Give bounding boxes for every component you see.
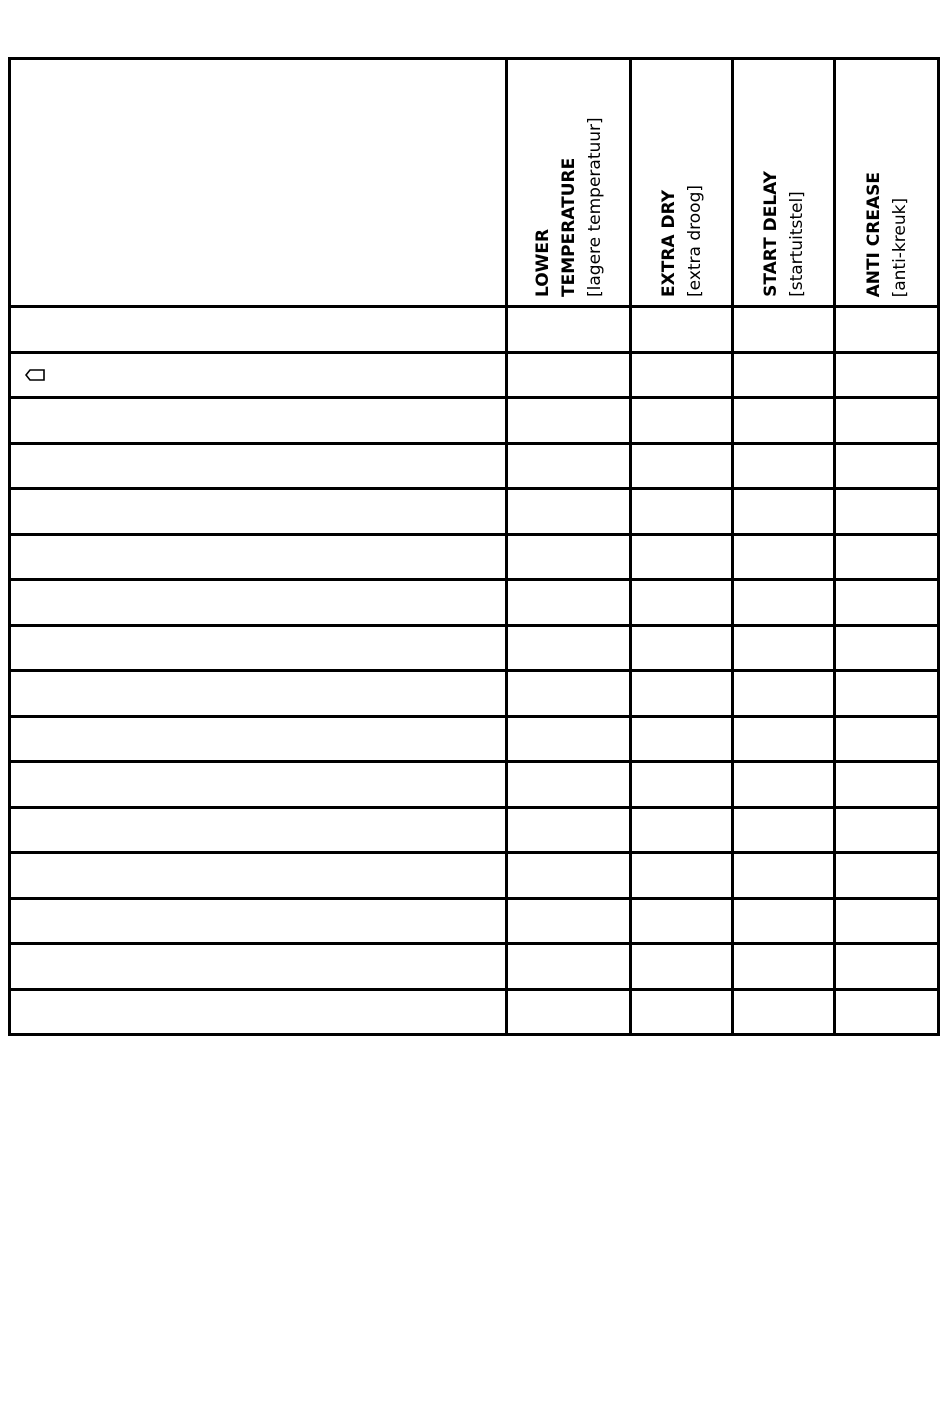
anti-crease-cell: [835, 898, 939, 944]
tag-icon: [25, 369, 45, 381]
start-delay-header: [733, 59, 835, 307]
anti-crease-header: [835, 59, 939, 307]
anti-crease-cell: [835, 853, 939, 899]
extra-dry-cell: [631, 534, 733, 580]
program-cell: [10, 989, 507, 1035]
lower-temperature-cell: [507, 716, 631, 762]
start-delay-cell: [733, 534, 835, 580]
table-body: [10, 307, 939, 1035]
anti-crease-cell: [835, 989, 939, 1035]
table-row: [10, 625, 939, 671]
start-delay-cell: [733, 352, 835, 398]
lower-temperature-cell: [507, 489, 631, 535]
extra-dry-cell: [631, 944, 733, 990]
table-row: [10, 352, 939, 398]
extra-dry-cell: [631, 762, 733, 808]
lower-temperature-cell: [507, 944, 631, 990]
extra-dry-main: EXTRA DRY: [658, 189, 679, 297]
extra-dry-label: [656, 185, 708, 297]
program-cell: [10, 352, 507, 398]
program-cell: [10, 625, 507, 671]
lower-temperature-cell: [507, 398, 631, 444]
extra-dry-cell: [631, 443, 733, 489]
lower-temperature-header: [507, 59, 631, 307]
start-delay-cell: [733, 853, 835, 899]
table-row: [10, 580, 939, 626]
lower-temperature-cell: [507, 853, 631, 899]
table-row: [10, 534, 939, 580]
anti-crease-sub: [anti-kreuk]: [889, 197, 910, 297]
anti-crease-cell: [835, 625, 939, 671]
program-cell: [10, 489, 507, 535]
table-row: [10, 716, 939, 762]
program-cell: [10, 807, 507, 853]
start-delay-cell: [733, 762, 835, 808]
lower-temperature-cell: [507, 352, 631, 398]
start-delay-label: [758, 171, 810, 297]
anti-crease-main: ANTI CREASE: [863, 171, 884, 297]
start-delay-sub: [startuitstel]: [786, 191, 807, 297]
table-row: [10, 443, 939, 489]
table-row: [10, 671, 939, 717]
table-row: [10, 989, 939, 1035]
anti-crease-cell: [835, 307, 939, 353]
table-row: [10, 807, 939, 853]
extra-dry-cell: [631, 580, 733, 626]
start-delay-cell: [733, 489, 835, 535]
lower-temperature-cell: [507, 625, 631, 671]
start-delay-cell: [733, 307, 835, 353]
lower-temperature-cell: [507, 898, 631, 944]
anti-crease-cell: [835, 352, 939, 398]
start-delay-cell: [733, 989, 835, 1035]
extra-dry-cell: [631, 489, 733, 535]
options-table: [8, 57, 940, 1036]
program-cell: [10, 580, 507, 626]
extra-dry-cell: [631, 671, 733, 717]
start-delay-cell: [733, 671, 835, 717]
table-row: [10, 307, 939, 353]
lower-temperature-cell: [507, 807, 631, 853]
extra-dry-sub: [extra droog]: [684, 185, 705, 297]
start-delay-cell: [733, 398, 835, 444]
anti-crease-cell: [835, 398, 939, 444]
anti-crease-label: [861, 172, 913, 297]
extra-dry-header: [631, 59, 733, 307]
lower-temperature-cell: [507, 580, 631, 626]
program-cell: [10, 534, 507, 580]
table-row: [10, 944, 939, 990]
extra-dry-cell: [631, 716, 733, 762]
start-delay-main: START DELAY: [760, 171, 781, 297]
lower-temperature-sub: [lagere temperatuur]: [584, 117, 605, 297]
program-cell: [10, 762, 507, 808]
anti-crease-cell: [835, 489, 939, 535]
program-cell: [10, 898, 507, 944]
table-row: [10, 853, 939, 899]
extra-dry-cell: [631, 807, 733, 853]
start-delay-cell: [733, 898, 835, 944]
anti-crease-cell: [835, 534, 939, 580]
table-row: [10, 489, 939, 535]
program-cell: [10, 853, 507, 899]
program-cell: [10, 671, 507, 717]
extra-dry-cell: [631, 853, 733, 899]
extra-dry-cell: [631, 352, 733, 398]
lower-temperature-cell: [507, 443, 631, 489]
program-cell: [10, 944, 507, 990]
table-row: [10, 762, 939, 808]
anti-crease-cell: [835, 580, 939, 626]
start-delay-cell: [733, 716, 835, 762]
lower-temperature-cell: [507, 762, 631, 808]
table-row: [10, 898, 939, 944]
extra-dry-cell: [631, 398, 733, 444]
lower-temperature-cell: [507, 989, 631, 1035]
anti-crease-cell: [835, 807, 939, 853]
anti-crease-cell: [835, 944, 939, 990]
anti-crease-cell: [835, 671, 939, 717]
extra-dry-cell: [631, 625, 733, 671]
lower-temperature-cell: [507, 671, 631, 717]
program-cell: [10, 307, 507, 353]
start-delay-cell: [733, 944, 835, 990]
program-cell: [10, 716, 507, 762]
header-row: [10, 59, 939, 307]
start-delay-cell: [733, 443, 835, 489]
extra-dry-cell: [631, 989, 733, 1035]
anti-crease-cell: [835, 762, 939, 808]
extra-dry-cell: [631, 307, 733, 353]
lower-temperature-main: LOWER TEMPERATURE: [532, 157, 579, 297]
program-header-cell: [10, 59, 507, 307]
extra-dry-cell: [631, 898, 733, 944]
table-row: [10, 398, 939, 444]
program-cell: [10, 443, 507, 489]
lower-temperature-cell: [507, 534, 631, 580]
start-delay-cell: [733, 807, 835, 853]
start-delay-cell: [733, 580, 835, 626]
lower-temperature-cell: [507, 307, 631, 353]
start-delay-cell: [733, 625, 835, 671]
program-cell: [10, 398, 507, 444]
anti-crease-cell: [835, 716, 939, 762]
anti-crease-cell: [835, 443, 939, 489]
lower-temperature-label: [530, 87, 608, 297]
